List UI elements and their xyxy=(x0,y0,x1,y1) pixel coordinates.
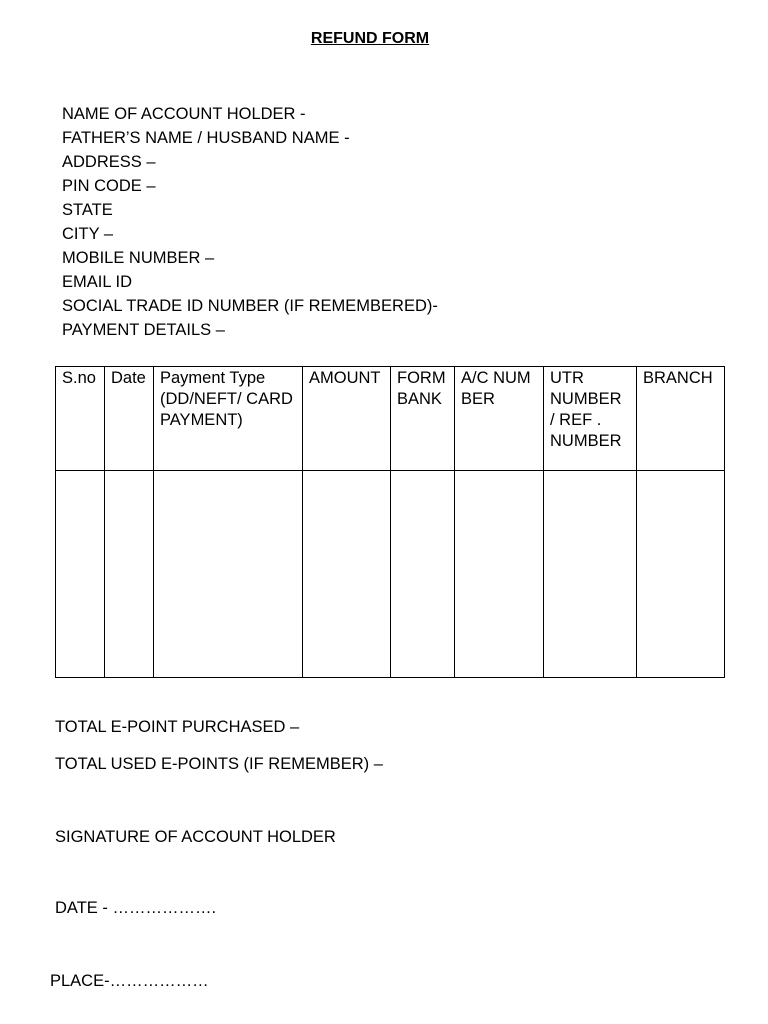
payment-details-label: PAYMENT DETAILS – xyxy=(62,321,225,339)
header-date: Date xyxy=(105,367,154,471)
place-label: PLACE-……………… xyxy=(50,972,209,990)
cell-payment-type[interactable] xyxy=(154,471,303,678)
header-sno: S.no xyxy=(56,367,105,471)
date-label: DATE - ………………. xyxy=(55,899,217,917)
header-ac-number: A/C NUMBER xyxy=(455,367,544,471)
address-label: ADDRESS – xyxy=(62,153,156,171)
cell-sno[interactable] xyxy=(56,471,105,678)
cell-branch[interactable] xyxy=(637,471,725,678)
table-header-row xyxy=(56,367,725,471)
account-holder-name-label: NAME OF ACCOUNT HOLDER - xyxy=(62,105,306,123)
payment-table-wrapper xyxy=(55,366,725,678)
total-used-epoints-label: TOTAL USED E-POINTS (IF REMEMBER) – xyxy=(55,755,383,773)
header-form-bank: FORM BANK xyxy=(391,367,455,471)
header-utr-ref-number: UTR NUMBER / REF . NUMBER xyxy=(544,367,637,471)
form-title: REFUND FORM xyxy=(310,30,430,47)
cell-utr-ref-number[interactable] xyxy=(544,471,637,678)
city-label: CITY – xyxy=(62,225,114,243)
father-husband-name-label: FATHER’S NAME / HUSBAND NAME - xyxy=(62,129,350,147)
cell-amount[interactable] xyxy=(303,471,391,678)
cell-date[interactable] xyxy=(105,471,154,678)
table-row xyxy=(56,471,725,678)
state-label: STATE xyxy=(62,201,113,219)
header-branch: BRANCH xyxy=(637,367,725,471)
social-trade-id-label: SOCIAL TRADE ID NUMBER (IF REMEMBERED)- xyxy=(62,297,438,315)
total-epoint-purchased-label: TOTAL E-POINT PURCHASED – xyxy=(55,718,300,736)
cell-form-bank[interactable] xyxy=(391,471,455,678)
signature-label: SIGNATURE OF ACCOUNT HOLDER xyxy=(55,828,336,846)
header-payment-type: Payment Type (DD/NEFT/ CARD PAYMENT) xyxy=(154,367,303,471)
account-fields xyxy=(62,102,438,342)
mobile-number-label: MOBILE NUMBER – xyxy=(62,249,215,267)
header-amount: AMOUNT xyxy=(303,367,391,471)
pin-code-label: PIN CODE – xyxy=(62,177,156,195)
email-id-label: EMAIL ID xyxy=(62,273,132,291)
payment-details-table xyxy=(55,366,725,678)
cell-ac-number[interactable] xyxy=(455,471,544,678)
